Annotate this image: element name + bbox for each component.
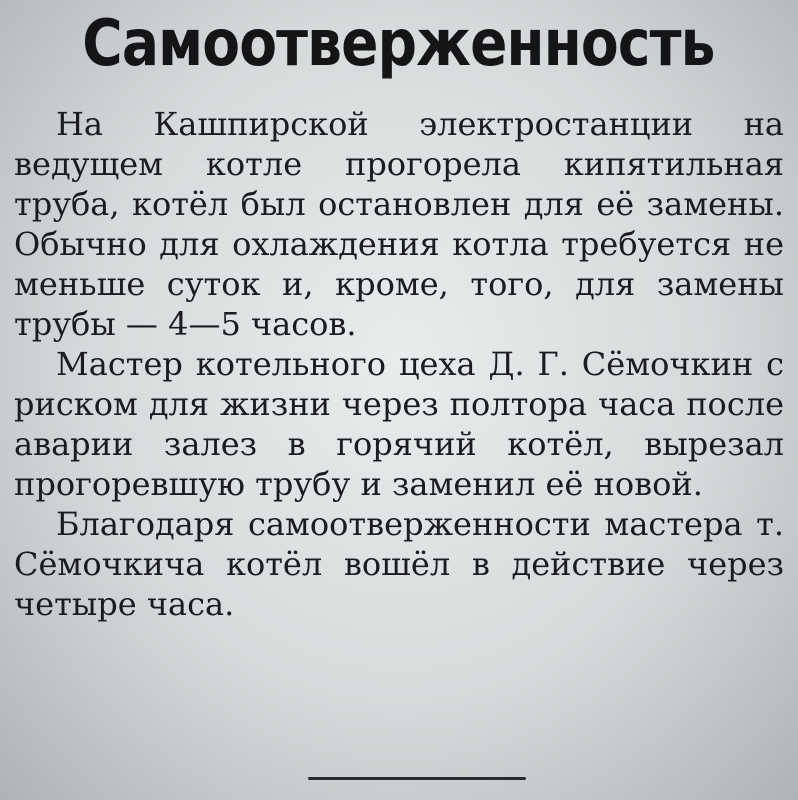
article-paragraph: На Кашпирской электростанции на ведущем котле прогорела кипятильная труба, котёл был остановлен для её замены. Обычно для охлаждения котла требуется не меньше суток и, кроме, того, для замены трубы — 4—5 часов. [14,105,784,343]
article-body [14,104,784,624]
article-title: Самоотверженность [82,7,715,81]
article-paragraph: Благодаря самоотверженности мастера т. Сёмочкича котёл вошёл в действие через четыре часа. [14,505,784,623]
article-paragraph: Мастер котельного цеха Д. Г. Сёмочкин с риском для жизни через полтора часа после аварии залез в горячий котёл, вырезал прогоревшую трубу и заменил её новой. [14,345,784,503]
end-rule-divider [308,777,526,780]
